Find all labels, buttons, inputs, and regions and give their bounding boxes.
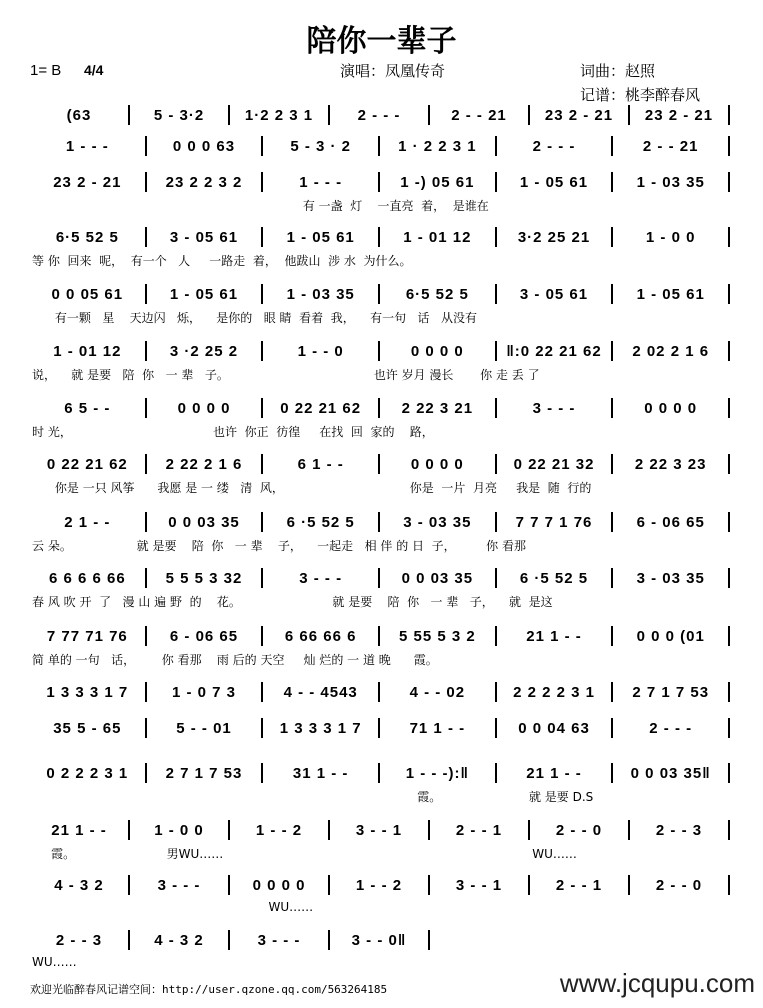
measure: 1 - - - — [299, 173, 343, 191]
measure: 5 55 5 3 2 — [398, 627, 476, 645]
notation-row — [30, 820, 730, 840]
measure: 2 7 1 7 53 — [632, 683, 710, 701]
bar-line — [728, 341, 730, 361]
bar-line — [728, 820, 730, 840]
notation-row — [30, 568, 730, 588]
notation-row — [30, 930, 430, 950]
measure: 2 22 2 1 6 — [165, 455, 243, 473]
measure: 0 2 2 2 3 1 — [46, 764, 129, 782]
measure: 1 - - 2 — [255, 821, 303, 839]
lyrics-line: 说， 就 是要 陪 你 一 辈 子。 也许 岁月 漫长 你 走 丢 了 — [32, 368, 540, 382]
measure: 3 ·2 25 2 — [169, 342, 239, 360]
bar-line — [728, 718, 730, 738]
notation-row — [30, 718, 730, 738]
lyrics-line: 简 单的 一句 话， 你 看那 雨 后的 天空 灿 烂的 一 道 晚 霞。 — [32, 653, 438, 667]
measure: 3 - 05 61 — [519, 285, 589, 303]
measure: 6 5 - - — [64, 399, 111, 417]
measure: 3 - 05 61 — [169, 228, 239, 246]
bar-line — [728, 172, 730, 192]
measure: 3·2 25 21 — [517, 228, 591, 246]
notation-row — [30, 875, 730, 895]
measure: 0 0 0 0 — [410, 342, 464, 360]
measure: 7 7 7 1 76 — [515, 513, 593, 531]
measure: 21 1 - - — [526, 627, 582, 645]
measure: 3 - - - — [257, 931, 301, 949]
bar-line — [728, 512, 730, 532]
lyrics-line: WU…… — [32, 955, 77, 969]
measure: 0 0 0 63 — [172, 137, 236, 155]
notation-row — [30, 398, 730, 418]
bar-line — [728, 105, 730, 125]
measure: 0 0 03 35 — [168, 513, 240, 531]
measure: 2 7 1 7 53 — [165, 764, 243, 782]
measure: 7 77 71 76 — [46, 627, 128, 645]
watermark: www.jcqupu.com — [559, 968, 755, 998]
lyrics-line: 云 朵。 就 是要 陪 你 一 辈 子， 一起走 相 伴 的 日 子， 你 看那 — [32, 539, 526, 553]
measure: 1 - 03 35 — [636, 173, 705, 191]
measure: 6 - 06 65 — [169, 627, 239, 645]
lyrics-line: WU…… — [32, 900, 314, 914]
notation-row — [30, 136, 730, 156]
footer-text: 欢迎光临醉春风记谱空间：http://user.qzone.qq.com/563264185 — [30, 983, 388, 996]
measure: 2 - - 0 — [655, 876, 703, 894]
measure: 0 0 0 0 — [410, 455, 464, 473]
measure: 2 - - 21 — [451, 106, 507, 124]
measure: 2 - - 3 — [655, 821, 703, 839]
bar-line — [728, 398, 730, 418]
measure: 3 - - 1 — [455, 876, 503, 894]
measure: 1 - 01 12 — [403, 228, 472, 246]
measure: 21 1 - - — [51, 821, 107, 839]
lyrics-line: 你是 一只 风筝 我愿 是 一 缕 清 风， 你是 一片 月亮 我是 随 行的 — [32, 481, 592, 495]
time-signature: 4/4 — [84, 62, 104, 78]
measure: 6 ·5 52 5 — [286, 513, 355, 531]
measure: 6 - 06 65 — [636, 513, 705, 531]
measure: 1 - - 2 — [355, 876, 403, 894]
measure: 3 - - 1 — [355, 821, 403, 839]
measure: 4 - 3 2 — [154, 931, 204, 949]
notation-row — [30, 172, 730, 192]
measure: 1 3 3 3 1 7 — [279, 719, 362, 737]
measure: 0 0 0 0 — [644, 399, 698, 417]
lyrics-line: 有 一盏 灯 一直亮 着， 是谁在 — [32, 199, 489, 213]
measure: 6·5 52 5 — [55, 228, 119, 246]
measure: 1 - 0 7 3 — [171, 683, 237, 701]
notation-row — [30, 512, 730, 532]
measure: 0 22 21 62 — [280, 399, 362, 417]
lyrics-line: 霞。 男WU…… WU…… — [32, 847, 577, 861]
measure: 5 - - 01 — [176, 719, 232, 737]
measure: 21 1 - - — [526, 764, 582, 782]
measure: 2 - - - — [532, 137, 576, 155]
measure: 1 - 03 35 — [286, 285, 355, 303]
measure: 1 - 0 0 — [645, 228, 696, 246]
measure: 1 -) 05 61 — [400, 173, 475, 191]
notation-row — [30, 454, 730, 474]
lyrics-line: 时 光， 也许 你正 彷徨 在找 回 家的 路， — [32, 425, 434, 439]
bar-line — [728, 568, 730, 588]
measure: 1 - 01 12 — [53, 342, 122, 360]
measure: 6 66 66 6 — [284, 627, 357, 645]
measure: 2 - - - — [357, 106, 401, 124]
lyricist: 词曲：赵照 — [580, 62, 656, 80]
measure: 23 2 - 21 — [544, 106, 614, 124]
measure: 3 - - - — [157, 876, 201, 894]
measure: 71 1 - - — [409, 719, 466, 737]
measure: 4 - 3 2 — [54, 876, 104, 894]
measure: 5 - 3 · 2 — [290, 137, 352, 155]
measure: 1 - 05 61 — [519, 173, 589, 191]
measure: 3 - - 0‖ — [351, 931, 407, 949]
measure: 2 - - 21 — [642, 137, 699, 155]
measure: 2 - - 3 — [55, 931, 103, 949]
measure: 1 - - - — [65, 137, 109, 155]
bar-line — [728, 454, 730, 474]
measure: 2 1 - - — [64, 513, 111, 531]
measure: 2 2 2 2 3 1 — [513, 683, 595, 701]
song-title: 陪你一辈子 — [306, 24, 457, 59]
measure: 5 - 3·2 — [153, 106, 205, 124]
bar-line — [728, 875, 730, 895]
measure: 5 5 5 3 32 — [165, 569, 243, 587]
measure: 23 2 - 21 — [53, 173, 122, 191]
measure: 2 22 3 23 — [634, 455, 707, 473]
bar-line — [728, 682, 730, 702]
measure: 1·2 2 3 1 — [244, 106, 314, 124]
measure: 2 - - 0 — [555, 821, 603, 839]
measure: 2 - - - — [649, 719, 693, 737]
notation-row — [30, 105, 730, 125]
measure: 0 0 03 35‖ — [630, 764, 711, 782]
bar-line — [728, 284, 730, 304]
notation-row — [30, 341, 730, 361]
notation-row — [30, 763, 730, 783]
measure: 2 22 3 21 — [401, 399, 474, 417]
lyrics-line: 有一颗 星 天边闪 烁， 是你的 眼 睛 看着 我， 有一句 话 从没有 — [32, 311, 477, 325]
measure: 23 2 2 3 2 — [165, 173, 243, 191]
measure: 3 - 03 35 — [403, 513, 472, 531]
measure: 1 · 2 2 3 1 — [398, 137, 477, 155]
measure: 3 - - - — [532, 399, 576, 417]
measure: 6 6 6 6 66 — [48, 569, 126, 587]
measure: 1 - - 0 — [297, 342, 344, 360]
measure: 1 - 0 0 — [154, 821, 204, 839]
measure: ‖:0 22 21 62 — [506, 342, 602, 360]
notation-row — [30, 227, 730, 247]
measure: 0 22 21 32 — [513, 455, 595, 473]
notation-row — [30, 682, 730, 702]
measure: 31 1 - - — [292, 764, 349, 782]
measure: 0 0 0 (01 — [636, 627, 705, 645]
lyrics-line: 霞。 就 是要 D.S — [32, 790, 594, 804]
measure: 0 0 04 63 — [518, 719, 590, 737]
bar-line — [728, 626, 730, 646]
notation-row — [30, 284, 730, 304]
measure: 3 - 03 35 — [636, 569, 705, 587]
notation-row — [30, 626, 730, 646]
measure: 1 3 3 3 1 7 — [46, 683, 129, 701]
measure: 1 - 05 61 — [286, 228, 355, 246]
bar-line — [728, 227, 730, 247]
measure: 0 22 21 62 — [46, 455, 128, 473]
measure: 0 0 0 0 — [252, 876, 306, 894]
measure: 2 - - 1 — [555, 876, 603, 894]
measure: 4 - - 4543 — [283, 683, 358, 701]
lyrics-line: 等 你 回来 呢， 有一个 人 一路走 着， 他跋山 涉 水 为什么。 — [32, 254, 412, 268]
measure: (63 — [66, 106, 92, 124]
measure: 1 - 05 61 — [169, 285, 239, 303]
measure: 0 0 0 0 — [177, 399, 231, 417]
measure: 2 02 2 1 6 — [632, 342, 710, 360]
measure: 0 0 05 61 — [51, 285, 124, 303]
measure: 35 5 - 65 — [53, 719, 122, 737]
transcriber: 记谱：桃李醉春风 — [580, 86, 701, 104]
measure: 3 - - - — [299, 569, 343, 587]
singer: 演唱：凤凰传奇 — [340, 62, 446, 80]
measure: 1 - - -):‖ — [405, 764, 469, 782]
bar-line — [728, 136, 730, 156]
bar-line — [728, 763, 730, 783]
bar-line — [428, 930, 430, 950]
measure: 1 - 05 61 — [636, 285, 705, 303]
measure: 6·5 52 5 — [405, 285, 469, 303]
measure: 4 - - 02 — [409, 683, 466, 701]
measure: 0 0 03 35 — [401, 569, 474, 587]
measure: 6 1 - - — [297, 455, 344, 473]
key-signature: 1= B — [30, 62, 62, 79]
lyrics-line: 春 风 吹 开 了 漫 山 遍 野 的 花。 就 是要 陪 你 一 辈 子， 就 是这 — [32, 595, 553, 609]
measure: 2 - - 1 — [455, 821, 503, 839]
measure: 23 2 - 21 — [644, 106, 714, 124]
measure: 6 ·5 52 5 — [519, 569, 589, 587]
